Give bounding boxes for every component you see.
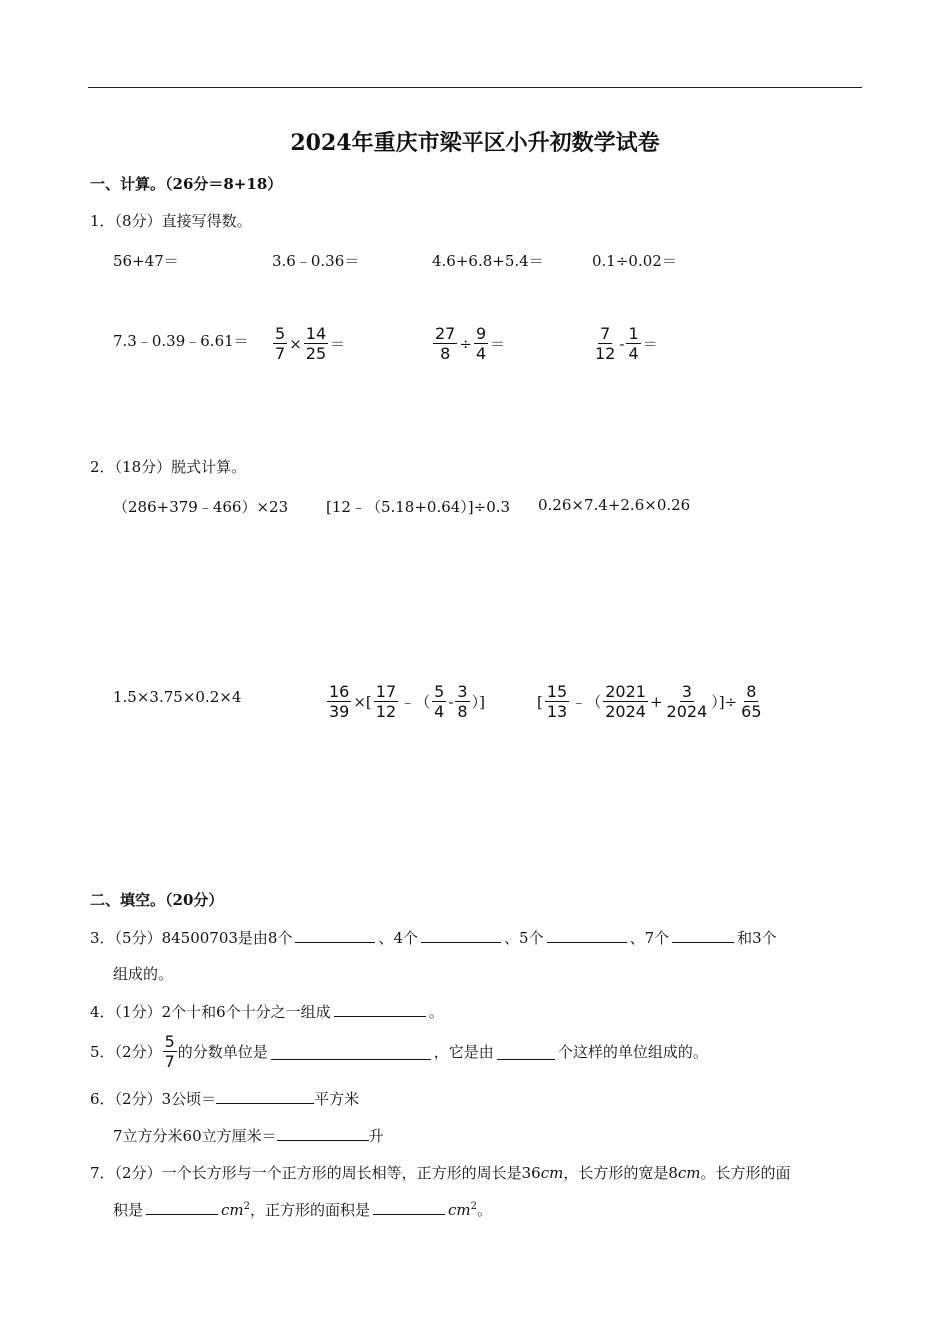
answer-blank[interactable] — [497, 1044, 555, 1060]
q1-item-1: 56+47＝ — [113, 252, 179, 270]
question-5: 5．（2分） $\frac{5}{7}$ 的分数单位是 ，它是由 个这样的单位组成的。 — [90, 1032, 708, 1071]
question-7-line-2: 积是 $cm^2$，正方形的面积是 $cm^2$。 — [113, 1201, 493, 1219]
answer-blank[interactable] — [421, 927, 501, 943]
question-3: 3．（5分）84500703是由8个 、4个 、5个 、7个 和3个 — [90, 929, 777, 947]
q2-item-2: [12﹣（5.18+0.64）]÷0.3 — [326, 498, 511, 516]
answer-blank[interactable] — [295, 927, 375, 943]
fraction: $\frac{27}{8}$ — [435, 324, 456, 363]
question-7: 7．（2分）一个长方形与一个正方形的周长相等，正方形的周长是36cm，长方形的宽是8cm。长方形的面 — [90, 1164, 791, 1182]
q1-item-3: 4.6+6.8+5.4＝ — [432, 252, 544, 270]
fraction: $\frac{5}{7}$ — [164, 1032, 175, 1071]
q1-item-6: $\frac{5}{7}$ × $\frac{14}{25}$ ＝ — [275, 324, 346, 363]
fraction: $\frac{3}{2024}$ — [666, 682, 708, 721]
fraction: $\frac{17}{12}$ — [375, 682, 397, 721]
question-6: 6．（2分）3公顷＝ 平方米 — [90, 1090, 360, 1108]
fraction: $\frac{16}{39}$ — [329, 682, 350, 721]
fraction: $\frac{5}{4}$ — [434, 682, 445, 721]
fraction: $\frac{5}{7}$ — [275, 324, 286, 363]
section-1-heading: 一、计算。（26分＝8+18） — [90, 175, 283, 193]
fraction: $\frac{1}{4}$ — [628, 324, 639, 363]
q1-item-5: 7.3﹣0.39﹣6.61＝ — [113, 332, 249, 350]
q1-item-4: 0.1÷0.02＝ — [592, 252, 677, 270]
fraction: $\frac{7}{12}$ — [595, 324, 616, 363]
answer-blank[interactable] — [277, 1125, 369, 1141]
fraction: $\frac{2021}{2024}$ — [605, 682, 646, 721]
answer-blank[interactable] — [672, 927, 734, 943]
q1-item-8: $\frac{7}{12}$ - $\frac{1}{4}$ ＝ — [595, 324, 658, 363]
fraction: $\frac{3}{8}$ — [457, 682, 468, 721]
question-3-line-2: 组成的。 — [113, 965, 174, 983]
question-4: 4．（1分）2个十和6个十分之一组成 。 — [90, 1003, 444, 1021]
page-title: 2024年重庆市梁平区小升初数学试卷 — [290, 130, 660, 156]
q1-item-7: $\frac{27}{8}$ ÷ $\frac{9}{4}$ ＝ — [435, 324, 506, 363]
q2-item-1: （286+379﹣466）×23 — [113, 498, 289, 516]
question-6-line-2: 7立方分米60立方厘米＝ 升 — [113, 1127, 384, 1145]
answer-blank[interactable] — [271, 1044, 431, 1060]
fraction: $\frac{9}{4}$ — [475, 324, 487, 363]
section-2-heading: 二、填空。（20分） — [90, 891, 224, 909]
answer-blank[interactable] — [373, 1199, 445, 1215]
answer-blank[interactable] — [216, 1088, 314, 1104]
q1-item-2: 3.6﹣0.36＝ — [272, 252, 360, 270]
fraction: $\frac{8}{65}$ — [741, 682, 762, 721]
header-rule — [88, 87, 862, 88]
answer-blank[interactable] — [146, 1199, 218, 1215]
q2-item-3: 0.26×7.4+2.6×0.26 — [538, 496, 691, 514]
question-2-label: 2．（18分）脱式计算。 — [90, 458, 247, 476]
answer-blank[interactable] — [334, 1001, 426, 1017]
answer-blank[interactable] — [547, 927, 627, 943]
q2-item-5: $\frac{16}{39}$ ×[ $\frac{17}{12}$ ﹣（ $\frac{5}{4}$ - $\frac{3}{8}$ ）] — [329, 682, 485, 721]
q2-item-4: 1.5×3.75×0.2×4 — [113, 688, 242, 706]
question-1-label: 1．（8分）直接写得数。 — [90, 212, 252, 230]
q2-item-6: [ $\frac{15}{13}$ ﹣（ $\frac{2021}{2024}$ + $\frac{3}{2024}$ ）]÷ $\frac{8}{65}$ — [537, 682, 762, 721]
fraction: $\frac{15}{13}$ — [546, 682, 568, 721]
fraction: $\frac{14}{25}$ — [305, 324, 327, 363]
